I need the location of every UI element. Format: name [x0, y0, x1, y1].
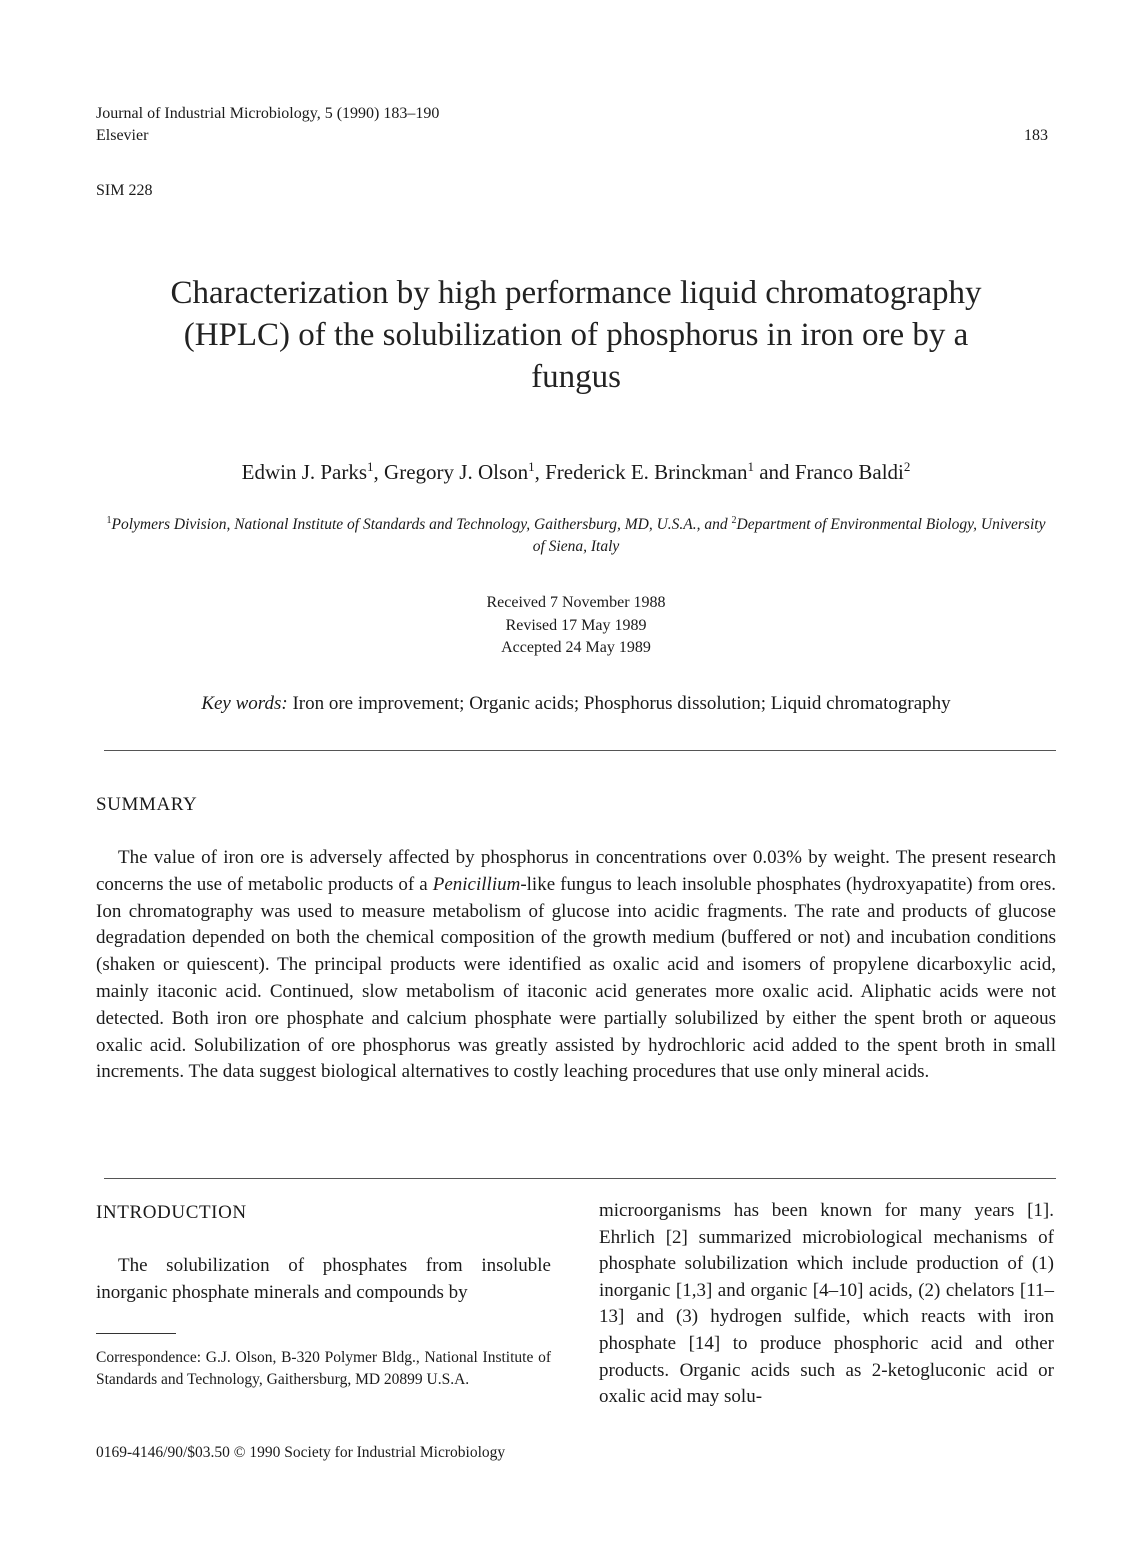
keywords [96, 691, 1056, 717]
affil-mark-1: 1 [106, 515, 112, 526]
author-affil-mark: 1 [747, 459, 754, 474]
correspondence-footnote: Correspondence: G.J. Olson, B-320 Polymer Bldg., National Institute of Standards and Technology, Gaithersburg, MD 20899 U.S.A. [96, 1349, 551, 1388]
affil-siena: Department of Environmental Biology, University of Siena, Italy [532, 516, 1046, 555]
keywords-label: Key words: [201, 693, 288, 714]
affil-mark-2: 2 [731, 515, 737, 526]
divider-top [104, 750, 1056, 751]
title-line-2: (HPLC) of the solubilization of phosphorus in iron ore by a [183, 317, 969, 353]
footnote-rule [96, 1333, 176, 1334]
affiliations [100, 514, 1052, 558]
introduction-right-column: microorganisms has been known for many years [1]. Ehrlich [2] summarized microbiological mechanisms of phosphate solubilization which include production of (1) inorganic [1,3] and organic [4–10] acids, (2) chelators [11–13] and (3) hydrogen sulfide, which reacts with iron phosphate [14] to produce phosphoric acid and other products. Organic acids such as 2-ketogluconic acid or oxalic acid may solu- [599, 1200, 1054, 1408]
affil-nist: Polymers Division, National Institute of Standards and Technology, Gaithersburg, MD, U.S.A., and [111, 516, 732, 533]
author-list [96, 458, 1056, 486]
keywords-text: Iron ore improvement; Organic acids; Phosphorus dissolution; Liquid chromatography [287, 693, 951, 714]
title-line-3: fungus [531, 359, 621, 395]
issn-line: 0169-4146/90/$03.50 © 1990 Society for Industrial Microbiology [96, 1444, 506, 1461]
running-header [96, 103, 439, 147]
summary-text-a: The value of iron ore is adversely affected by phosphorus in concentrations over 0.03% by weight. The present research concerns the use of metabolic products of a [96, 847, 1056, 895]
introduction-heading: INTRODUCTION [96, 1202, 247, 1223]
summary-paragraph [96, 845, 1056, 1086]
author-separator: , [534, 460, 546, 484]
introduction-left-column [96, 1252, 551, 1306]
journal-citation: Journal of Industrial Microbiology, 5 (1990) 183–190 [96, 105, 440, 122]
summary-heading: SUMMARY [96, 794, 198, 815]
author-parks: Edwin J. Parks [241, 460, 368, 484]
author-separator: , [373, 460, 385, 484]
accepted-date: Accepted 24 May 1989 [501, 639, 651, 656]
received-date: Received 7 November 1988 [486, 594, 666, 611]
author-olson: Gregory J. Olson [384, 460, 529, 484]
introduction-left-text: The solubilization of phosphates from insoluble inorganic phosphate minerals and compounds by [96, 1255, 551, 1303]
publisher: Elsevier [96, 127, 149, 144]
author-brinckman: Frederick E. Brinckman [545, 460, 748, 484]
title-line-1: Characterization by high performance liquid chromatography [170, 275, 982, 311]
divider-bottom [104, 1178, 1056, 1179]
manuscript-dates [96, 592, 1056, 660]
revised-date: Revised 17 May 1989 [505, 616, 647, 634]
author-separator: and [753, 460, 795, 484]
paper-title [96, 272, 1056, 398]
page-number: 183 [1024, 127, 1048, 144]
author-baldi: Franco Baldi [794, 460, 904, 484]
author-affil-mark: 1 [528, 459, 535, 474]
summary-genus: Penicillium [432, 873, 521, 895]
sim-number: SIM 228 [96, 182, 153, 199]
summary-text-b: -like fungus to leach insoluble phosphates (hydroxyapatite) from ores. Ion chromatography was used to measure metabolism of glucose into acidic fragments. The rate and products of glucose degradation depended on both the chemical composition of the growth medium (buffered or not) and incubation conditions (shaken or quiescent). The principal products were identified as oxalic acid and isomers of propylene dicarboxylic acid, mainly itaconic acid. Continued, slow metabolism of itaconic acid generates more oxalic acid. Aliphatic acids were not detected. Both iron ore phosphate and calcium phosphate were partially solubilized by either the spent broth or aqueous oxalic acid. Solubilization of ore phosphorus was greatly assisted by hydrochloric acid added to the spent broth in small increments. The data suggest biological alternatives to costly leaching procedures that use only mineral acids. [96, 873, 1057, 1083]
author-affil-mark: 2 [903, 459, 911, 474]
author-affil-mark: 1 [367, 459, 374, 474]
